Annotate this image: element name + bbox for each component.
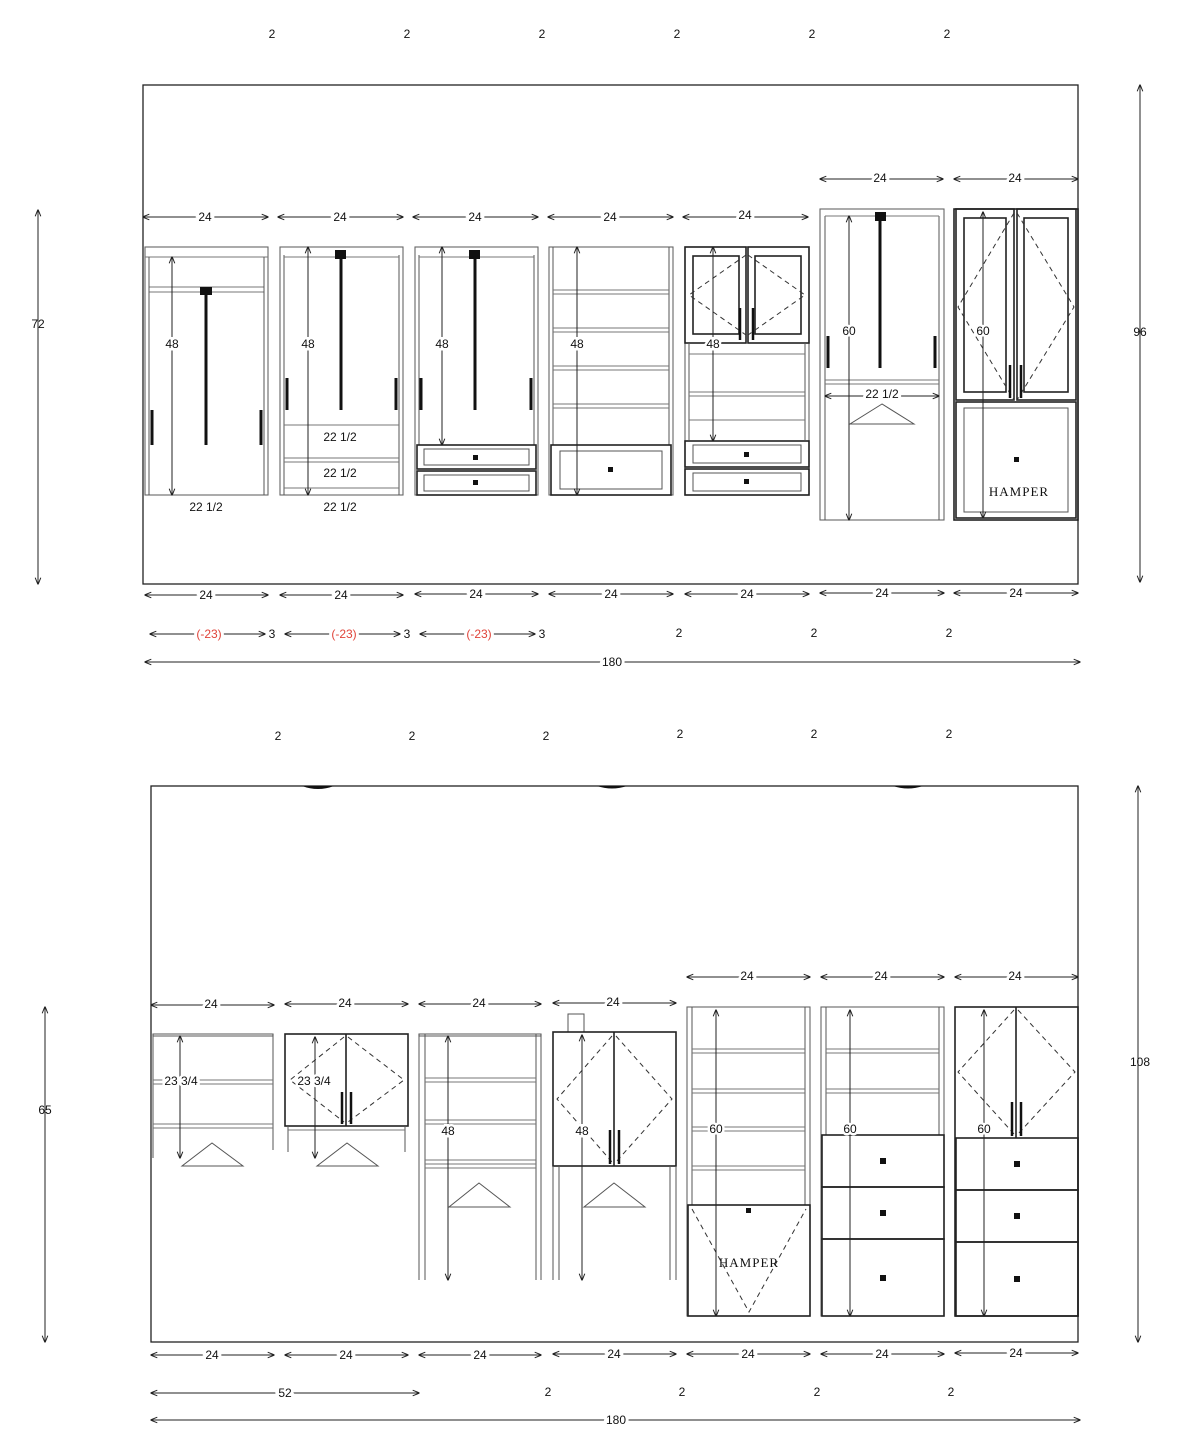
gap-value: 52 [278, 1386, 292, 1400]
cabinet-7 [954, 209, 1078, 520]
cabinet-5 [685, 247, 809, 495]
gap-dimension: 2 [274, 729, 282, 743]
inner-height: 48 [575, 1124, 589, 1138]
drawer-knob [473, 455, 478, 460]
drawer-knob [1014, 1213, 1020, 1219]
drawer-knob [880, 1275, 886, 1281]
inner-width: 22 1/2 [189, 500, 223, 514]
gap-dimension: 2 [408, 729, 416, 743]
elevation-2 [38, 727, 1150, 1427]
drawer-knob [880, 1158, 886, 1164]
wall-outline [143, 85, 1078, 584]
gap-value: 2 [810, 626, 818, 640]
hanger-icon [317, 1143, 378, 1166]
cabinet-3 [419, 1034, 541, 1280]
inner-height: 23 3/4 [164, 1074, 198, 1088]
inner-height: 60 [977, 1122, 991, 1136]
pull-down-rod-bracket [200, 287, 212, 295]
cabinet-6 [821, 1007, 944, 1316]
gap-dimension: 2 [268, 27, 276, 41]
height-dimension-left: 72 [31, 317, 45, 331]
cabinet-width: 24 [606, 995, 620, 1009]
cabinet-width: 24 [740, 969, 754, 983]
bottom-width: 24 [1009, 1346, 1023, 1360]
clearance-value: (-23) [331, 627, 357, 641]
inner-height: 48 [301, 337, 315, 351]
inner-height: 48 [706, 337, 720, 351]
ceiling-fixture [893, 786, 923, 789]
gap-value: 2 [945, 626, 953, 640]
cabinet-7 [955, 1007, 1078, 1316]
bottom-width: 24 [473, 1348, 487, 1362]
bottom-width: 24 [741, 1347, 755, 1361]
drawer-knob [473, 480, 478, 485]
hanger-icon [850, 404, 914, 424]
cabinet-3 [415, 247, 538, 495]
gap-dimension: 2 [943, 27, 951, 41]
hamper-knob [1014, 457, 1019, 462]
cabinet-6 [820, 209, 944, 520]
total-width: 180 [601, 655, 623, 669]
gap-dimension: 2 [810, 727, 818, 741]
gap-value: 2 [813, 1385, 821, 1399]
cabinet-5 [687, 1007, 810, 1316]
gap-dimension: 2 [673, 27, 681, 41]
drawer-knob [608, 467, 613, 472]
cabinet-width: 24 [472, 996, 486, 1010]
cabinet-width: 24 [1008, 969, 1022, 983]
cabinet-width: 24 [874, 969, 888, 983]
hamper-label: HAMPER [718, 1255, 780, 1270]
cabinet-width: 24 [198, 210, 212, 224]
cabinet-width: 24 [1008, 171, 1022, 185]
inner-height: 48 [441, 1124, 455, 1138]
hanger-icon [584, 1183, 645, 1207]
cabinet-width: 24 [738, 208, 752, 222]
inner-width: 22 1/2 [323, 500, 357, 514]
height-dimension-right: 96 [1133, 325, 1147, 339]
inner-height: 48 [435, 337, 449, 351]
bottom-width: 24 [740, 587, 754, 601]
elevation-1 [31, 27, 1147, 669]
cabinet-width: 24 [603, 210, 617, 224]
cabinet-width: 24 [873, 171, 887, 185]
cabinet-1 [145, 247, 268, 514]
cabinet-width: 24 [468, 210, 482, 224]
total-width: 180 [605, 1413, 627, 1427]
cabinet-4 [549, 247, 673, 495]
bottom-width: 24 [205, 1348, 219, 1362]
hanger-icon [182, 1143, 243, 1166]
cabinet-2 [280, 247, 403, 514]
bottom-width: 24 [199, 588, 213, 602]
drawer-knob [1014, 1276, 1020, 1282]
bottom-width: 24 [334, 588, 348, 602]
cabinet-width: 24 [204, 997, 218, 1011]
gap-value: 3 [403, 627, 411, 641]
bottom-width: 24 [607, 1347, 621, 1361]
bottom-width: 24 [875, 1347, 889, 1361]
gap-dimension: 2 [542, 729, 550, 743]
gap-dimension: 2 [808, 27, 816, 41]
cabinet-width: 24 [338, 996, 352, 1010]
inner-width: 22 1/2 [865, 387, 899, 401]
inner-height: 60 [843, 1122, 857, 1136]
gap-dimension: 2 [945, 727, 953, 741]
gap-value: 3 [538, 627, 546, 641]
hanger-icon [449, 1183, 510, 1207]
gap-value: 2 [947, 1385, 955, 1399]
inner-height: 60 [709, 1122, 723, 1136]
gap-value: 2 [544, 1385, 552, 1399]
drawer-knob [880, 1210, 886, 1216]
bottom-width: 24 [1009, 586, 1023, 600]
cabinet-width: 24 [333, 210, 347, 224]
height-dimension-left: 65 [38, 1103, 52, 1117]
hamper-label: HAMPER [988, 484, 1050, 499]
height-dimension-right: 108 [1129, 1055, 1151, 1069]
hamper-knob [746, 1208, 751, 1213]
clearance-value: (-23) [196, 627, 222, 641]
door [1017, 209, 1076, 400]
gap-value: 3 [268, 627, 276, 641]
inner-height: 60 [842, 324, 856, 338]
inner-height: 60 [976, 324, 990, 338]
inner-height: 23 3/4 [297, 1074, 331, 1088]
drawer-knob [1014, 1161, 1020, 1167]
cabinet-2 [285, 1034, 408, 1166]
gap-dimension: 2 [538, 27, 546, 41]
section-width: 22 1/2 [323, 430, 357, 444]
gap-dimension: 2 [403, 27, 411, 41]
ceiling-fixture [302, 786, 334, 789]
ceiling-fixture [597, 786, 627, 789]
bottom-width: 24 [875, 586, 889, 600]
bottom-width: 24 [339, 1348, 353, 1362]
gap-dimension: 2 [676, 727, 684, 741]
gap-value: 2 [675, 626, 683, 640]
cabinet-1 [153, 1034, 273, 1166]
cabinet-4 [553, 1014, 676, 1280]
inner-height: 48 [570, 337, 584, 351]
gap-value: 2 [678, 1385, 686, 1399]
bottom-width: 24 [604, 587, 618, 601]
drawer-knob [744, 479, 749, 484]
inner-height: 48 [165, 337, 179, 351]
drawer-knob [744, 452, 749, 457]
bottom-width: 24 [469, 587, 483, 601]
section-width: 22 1/2 [323, 466, 357, 480]
clearance-value: (-23) [466, 627, 492, 641]
